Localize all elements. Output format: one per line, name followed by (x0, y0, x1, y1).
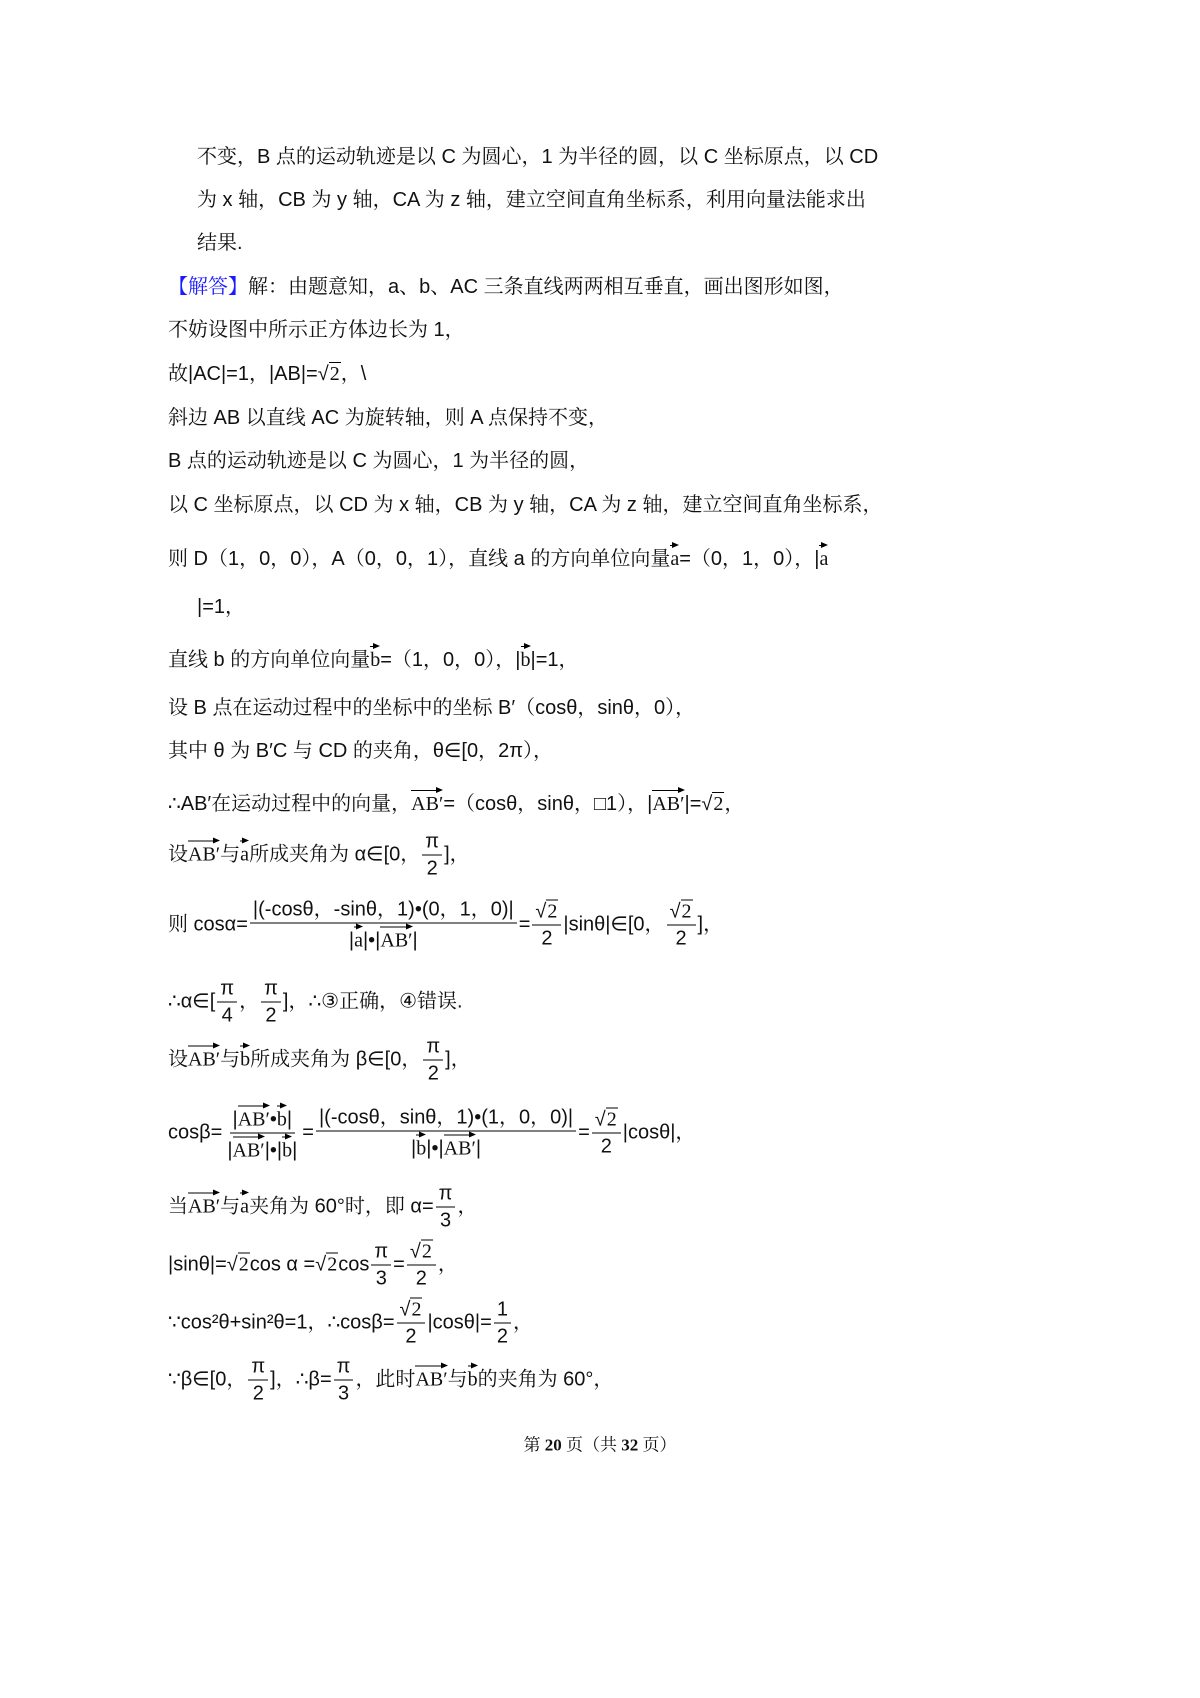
text-run: |sinθ|= (168, 1253, 227, 1276)
numerator (250, 897, 517, 924)
text-line (168, 542, 828, 572)
text-run: |=1， (530, 649, 579, 671)
vector-a: a (240, 837, 249, 864)
text-line (168, 643, 579, 673)
text-run: |sinθ|∈[0， (563, 913, 665, 936)
square-root: √2 (535, 900, 558, 923)
numerator (334, 1354, 354, 1381)
text-line (168, 1181, 477, 1234)
vector-a: a (670, 542, 679, 569)
square-root: √2 (701, 793, 724, 815)
radicand: 2 (238, 1253, 249, 1276)
denominator (598, 1134, 615, 1160)
text-run: 3 (337, 1382, 350, 1405)
text-run: 所成夹角为 α∈[0， (249, 843, 421, 866)
text-run: π (425, 830, 440, 853)
text-run: 结果. (197, 232, 243, 254)
text-run: 其中 θ 为 B′C 与 CD 的夹角，θ∈[0，2π）， (168, 740, 554, 762)
denominator (538, 926, 555, 952)
numerator (316, 1105, 576, 1132)
text-line (168, 897, 723, 954)
text-run: 与 (220, 1048, 241, 1071)
text-run: = (578, 1121, 590, 1144)
text-run: ]， (444, 843, 470, 866)
text-run: = (518, 913, 531, 936)
text-line (197, 230, 243, 256)
text-run: |cosθ|， (622, 1121, 696, 1144)
square-root: √2 (594, 1108, 617, 1131)
text-line (197, 594, 245, 620)
text-run: ，此时 (355, 1368, 416, 1391)
fraction (261, 976, 281, 1029)
fraction (532, 899, 561, 952)
text-run: 以 C 坐标原点，以 CD 为 x 轴，CB 为 y 轴，CA 为 z 轴，建立空间直角坐标系， (168, 494, 883, 516)
fraction (397, 1297, 426, 1350)
text-run: π (251, 1355, 266, 1378)
vector-ab: AB′ (444, 1132, 476, 1159)
text-run: ]， (697, 913, 724, 936)
vector-ab: AB′ (238, 1103, 270, 1130)
text-run: 2 (265, 1004, 277, 1027)
vector-ab: AB′ (411, 787, 443, 814)
text-run: 2 (252, 1382, 264, 1405)
text-run: | (411, 1137, 417, 1160)
denominator (373, 1266, 390, 1292)
fraction (407, 1239, 436, 1292)
text-run: π (426, 1035, 441, 1058)
text-run: |(-cosθ，sinθ，1)•(1，0，0)| (318, 1106, 574, 1129)
vector-ab: AB′ (188, 1042, 220, 1069)
text-run: cosβ= (168, 1121, 223, 1144)
numerator (436, 1181, 456, 1208)
denominator (672, 926, 689, 952)
denominator (437, 1208, 454, 1234)
text-line (168, 448, 589, 474)
denominator (413, 1266, 430, 1292)
denominator (346, 924, 421, 954)
text-line (168, 1297, 533, 1350)
text-run: | (232, 1108, 238, 1131)
text-run: | (348, 929, 355, 952)
numerator (592, 1107, 621, 1134)
text-run: ]，∴③正确，④错误. (282, 990, 463, 1013)
text-run: ∵β∈[0， (168, 1368, 247, 1391)
text-run: 设 B 点在运动过程中的坐标中的坐标 B′（cosθ，sinθ，0）， (168, 697, 696, 719)
numerator (423, 1034, 443, 1061)
text-run: |(-cosθ，-sinθ，1)•(0，1，0)| (252, 898, 514, 921)
text-run: |cosθ|= (427, 1311, 492, 1334)
text-line (168, 1354, 613, 1407)
vector-ab: AB′ (380, 924, 412, 951)
text-run: 1 (496, 1298, 508, 1321)
fraction (494, 1297, 511, 1350)
text-line (168, 1239, 458, 1292)
numerator (532, 899, 561, 926)
text-run: 直线 b 的方向单位向量 (168, 649, 371, 671)
vector-ab: AB′ (188, 1189, 220, 1216)
text-run: 4 (221, 1004, 233, 1027)
fraction (667, 899, 696, 952)
text-run: 2 (600, 1135, 612, 1158)
denominator (335, 1381, 352, 1407)
vector-ab: AB′ (188, 837, 220, 864)
square-root: √2 (669, 900, 692, 923)
text-run: 则 cosα= (168, 913, 248, 936)
answer-label: 【解答】 (168, 276, 248, 298)
text-run: 故|AC|=1，|AB|= (168, 363, 318, 385)
radicand: 2 (421, 1240, 432, 1263)
vector-b: b (370, 643, 380, 670)
text-line (168, 1103, 695, 1164)
text-line (197, 144, 878, 170)
text-run: ∵cos²θ+sin²θ=1，∴cosβ= (168, 1311, 395, 1334)
text-line (168, 1034, 471, 1087)
numerator (217, 976, 237, 1003)
text-line (168, 317, 465, 343)
radicand: 2 (713, 793, 724, 815)
text-run: 所成夹角为 β∈[0， (250, 1048, 422, 1071)
text-run: ]，∴β= (270, 1368, 332, 1391)
text-line (168, 274, 844, 300)
fraction (334, 1354, 354, 1407)
vector-ab: AB′ (233, 1134, 265, 1161)
text-line (168, 492, 882, 518)
text-run: cos α = (249, 1253, 316, 1276)
text-run: |•| (362, 929, 381, 952)
text-run: ， (457, 1195, 478, 1218)
text-run: 为 x 轴，CB 为 y 轴，CA 为 z 轴，建立空间直角坐标系，利用向量法能求出 (197, 189, 866, 211)
square-root: √2 (315, 1253, 338, 1276)
text-run: π (264, 977, 278, 1000)
text-run: ，\ (340, 363, 367, 385)
fraction (250, 897, 517, 954)
vector-ab: AB′ (652, 787, 684, 814)
denominator (494, 1324, 511, 1350)
text-line (168, 405, 608, 431)
page-number: 20 (544, 1435, 562, 1455)
text-run: ， (512, 1311, 533, 1334)
text-line (197, 187, 866, 213)
text-line (168, 361, 366, 387)
denominator (250, 1381, 267, 1407)
fraction (371, 1239, 391, 1292)
text-run: ， (724, 793, 745, 815)
text-run: =（0，1，0），| (679, 548, 820, 570)
text-run: 3 (375, 1267, 387, 1290)
vector-b: b (277, 1103, 287, 1130)
text-run: 夹角为 60°时，即 α= (249, 1195, 434, 1218)
square-root: √2 (399, 1298, 422, 1321)
numerator (667, 899, 696, 926)
vector-b: b (416, 1132, 426, 1159)
numerator (407, 1239, 436, 1266)
text-run: • (269, 1108, 277, 1131)
radicand: 2 (547, 900, 558, 923)
vector-b: b (468, 1362, 478, 1389)
page-footer: 第 20 页（共 32 页） (523, 1435, 677, 1455)
text-run: 不妨设图中所示正方体边长为 1， (168, 319, 465, 341)
text-run: ]， (445, 1048, 471, 1071)
text-run: ∴AB′在运动过程中的向量， (168, 793, 412, 815)
text-run: 当 (168, 1195, 188, 1218)
fraction (423, 1034, 443, 1087)
text-line (168, 787, 744, 817)
radicand: 2 (329, 363, 340, 385)
text-run: 的夹角为 60°， (477, 1368, 614, 1391)
text-line (168, 738, 553, 764)
text-run: ， (437, 1253, 458, 1276)
radicand: 2 (606, 1108, 617, 1131)
text-run: 2 (496, 1325, 508, 1348)
numerator (230, 1103, 296, 1134)
fraction (422, 829, 442, 882)
text-run: 不变，B 点的运动轨迹是以 C 为圆心，1 为半径的圆，以 C 坐标原点，以 CD (197, 146, 879, 168)
numerator (397, 1297, 426, 1324)
text-run: B 点的运动轨迹是以 C 为圆心，1 为半径的圆， (168, 450, 590, 472)
text-run: |•| (264, 1139, 283, 1162)
page-total: 32 (621, 1435, 639, 1455)
text-line (168, 695, 695, 721)
text-run: π (336, 1355, 351, 1378)
text-line (168, 829, 470, 882)
fraction (217, 976, 237, 1029)
radicand: 2 (411, 1298, 422, 1321)
vector-b: b (282, 1134, 292, 1161)
text-run: 3 (440, 1209, 452, 1232)
text-run: 2 (415, 1267, 427, 1290)
fraction (224, 1103, 300, 1164)
text-run: =（cosθ，sinθ，□1），| (443, 793, 653, 815)
text-run: |•| (426, 1137, 444, 1160)
text-run: 设 (168, 843, 188, 866)
vector-a: a (819, 542, 828, 569)
denominator (408, 1132, 484, 1162)
vector-a: a (354, 924, 363, 951)
text-run: |= (684, 793, 702, 815)
text-run: = (302, 1121, 314, 1144)
numerator (494, 1297, 511, 1324)
denominator (262, 1003, 279, 1029)
denominator (425, 1061, 442, 1087)
text-run: 解：由题意知，a、b、AC 三条直线两两相互垂直，画出图形如图， (248, 276, 844, 298)
text-run: 2 (427, 1062, 439, 1085)
text-run: |=1， (197, 596, 245, 618)
denominator (424, 856, 441, 882)
numerator (261, 976, 281, 1003)
text-run: cos (338, 1253, 370, 1276)
fraction (316, 1105, 576, 1162)
vector-b: b (240, 1042, 250, 1069)
text-line (168, 976, 463, 1029)
text-run: | (475, 1137, 482, 1160)
text-run: =（1，0，0），| (380, 649, 521, 671)
denominator (219, 1003, 236, 1029)
numerator (371, 1239, 391, 1266)
text-run: ∴α∈[ (168, 990, 216, 1013)
text-run: 2 (675, 927, 687, 950)
text-run: 2 (541, 927, 553, 950)
text-run: 与 (220, 843, 241, 866)
fraction (592, 1107, 621, 1160)
text-run: 与 (220, 1195, 241, 1218)
text-run: π (438, 1182, 453, 1205)
vector-a: a (240, 1189, 249, 1216)
text-run: 则 D（1，0，0），A（0，0，1），直线 a 的方向单位向量 (168, 548, 671, 570)
square-root: √2 (226, 1253, 249, 1276)
text-run: 2 (426, 857, 438, 880)
radicand: 2 (681, 900, 692, 923)
vector-ab: AB′ (415, 1362, 447, 1389)
text-run: π (220, 977, 235, 1000)
text-run: 与 (447, 1368, 468, 1391)
radicand: 2 (327, 1253, 338, 1276)
numerator (248, 1354, 268, 1381)
denominator (224, 1134, 300, 1164)
denominator (402, 1324, 419, 1350)
text-run: | (292, 1139, 298, 1162)
square-root: √2 (409, 1240, 432, 1263)
text-run: | (286, 1108, 293, 1131)
text-run: 设 (168, 1048, 188, 1071)
fraction (436, 1181, 456, 1234)
text-run: = (393, 1253, 405, 1276)
text-run: π (374, 1240, 389, 1263)
text-run: | (227, 1139, 233, 1162)
text-run: 2 (405, 1325, 417, 1348)
numerator (422, 829, 442, 856)
fraction (248, 1354, 268, 1407)
text-run: 斜边 AB 以直线 AC 为旋转轴，则 A 点保持不变， (168, 407, 609, 429)
square-root: √2 (317, 363, 340, 385)
text-run: | (412, 929, 418, 952)
text-run: ， (239, 990, 260, 1013)
vector-b: b (521, 643, 531, 670)
